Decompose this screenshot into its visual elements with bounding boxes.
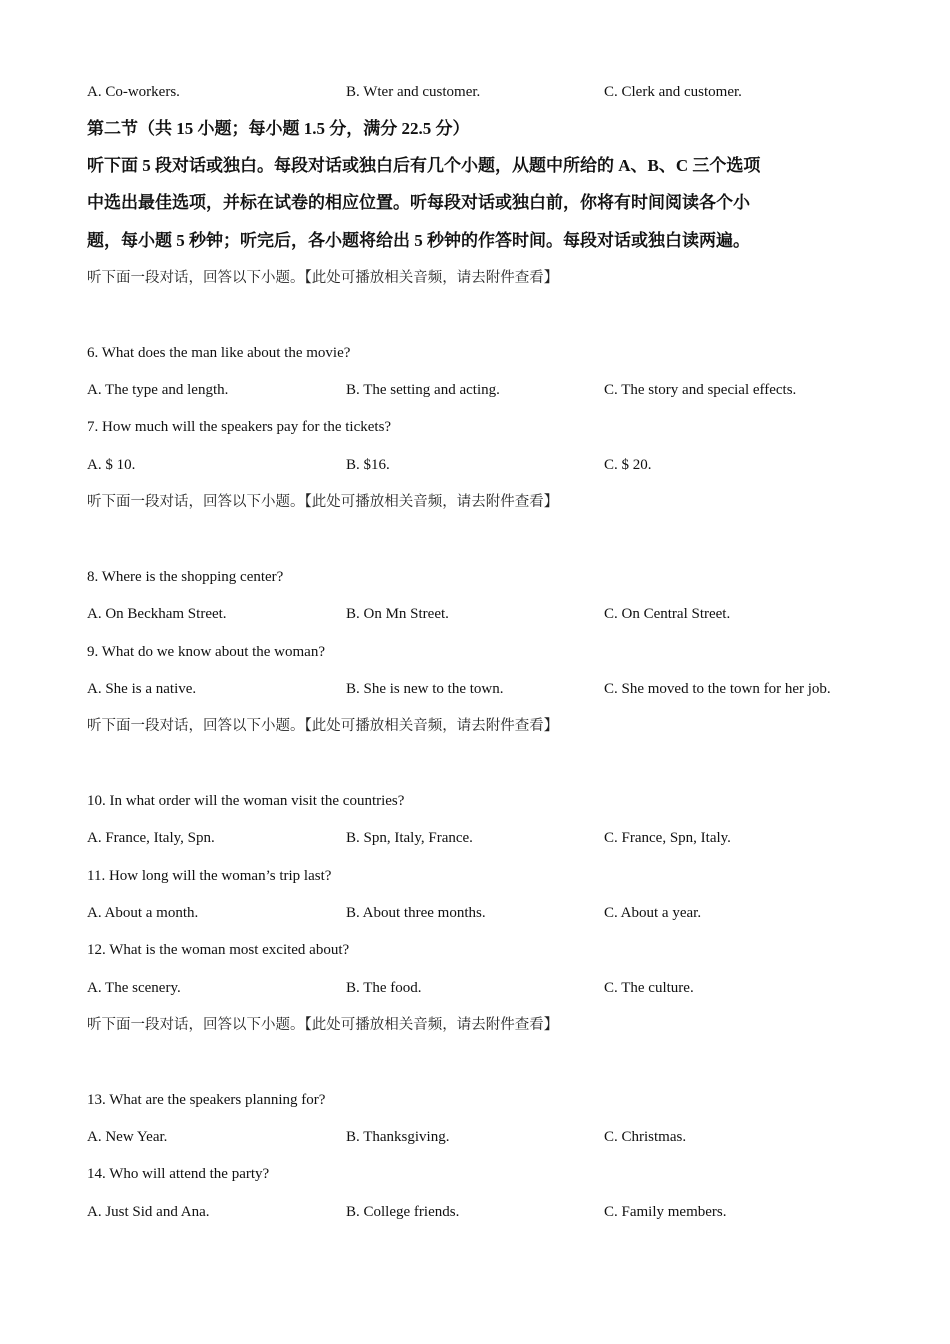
question-6: 6. What does the man like about the movie? bbox=[87, 345, 351, 361]
question-13-options bbox=[87, 1127, 887, 1147]
option-c: C. $ 20. bbox=[604, 457, 652, 473]
option-b: B. $16. bbox=[346, 457, 390, 473]
option-a: A. New Year. bbox=[87, 1129, 168, 1145]
question-9: 9. What do we know about the woman? bbox=[87, 644, 326, 660]
audio-note[interactable]: 听下面一段对话，回答以下小题。【此处可播放相关音频，请去附件查看】 bbox=[87, 494, 559, 510]
option-a: A. About a month. bbox=[87, 905, 199, 921]
option-b: B. Thanksgiving. bbox=[346, 1129, 450, 1145]
audio-note[interactable]: 听下面一段对话，回答以下小题。【此处可播放相关音频，请去附件查看】 bbox=[87, 718, 559, 734]
question-14: 14. Who will attend the party? bbox=[87, 1166, 270, 1182]
question-12-options bbox=[87, 978, 887, 998]
instruction-line-2: 中选出最佳选项，并标在试卷的相应位置。听每段对话或独白前，你将有时间阅读各个小 bbox=[87, 193, 750, 212]
question-7-options bbox=[87, 455, 887, 475]
question-12: 12. What is the woman most excited about? bbox=[87, 942, 350, 958]
question-9-options bbox=[87, 679, 887, 699]
option-a: A. Co-workers. bbox=[87, 84, 180, 100]
question-7: 7. How much will the speakers pay for the tickets? bbox=[87, 419, 392, 435]
option-b: B. On Mn Street. bbox=[346, 606, 449, 622]
section-heading: 第二节（共 15 小题；每小题 1.5 分，满分 22.5 分） bbox=[87, 119, 470, 138]
option-a: A. Just Sid and Ana. bbox=[87, 1204, 210, 1220]
option-a: A. On Beckham Street. bbox=[87, 606, 227, 622]
question-8: 8. Where is the shopping center? bbox=[87, 569, 284, 585]
option-b: B. Wter and customer. bbox=[346, 84, 481, 100]
option-c: C. On Central Street. bbox=[604, 606, 731, 622]
instruction-line-3: 题，每小题 5 秒钟；听完后，各小题将给出 5 秒钟的作答时间。每段对话或独白读两遍。 bbox=[87, 231, 750, 250]
option-c: C. France, Spn, Italy. bbox=[604, 830, 731, 846]
option-c: C. The culture. bbox=[604, 980, 694, 996]
option-b: B. College friends. bbox=[346, 1204, 460, 1220]
option-c: C. Family members. bbox=[604, 1204, 727, 1220]
audio-note[interactable]: 听下面一段对话，回答以下小题。【此处可播放相关音频，请去附件查看】 bbox=[87, 1017, 559, 1033]
question-6-options bbox=[87, 380, 887, 400]
option-b: B. The setting and acting. bbox=[346, 382, 500, 398]
question-13: 13. What are the speakers planning for? bbox=[87, 1092, 326, 1108]
option-a: A. The type and length. bbox=[87, 382, 229, 398]
question-11-options bbox=[87, 903, 887, 923]
question-5-options bbox=[87, 82, 887, 102]
option-a: A. She is a native. bbox=[87, 681, 197, 697]
option-c: C. Clerk and customer. bbox=[604, 84, 742, 100]
option-b: B. Spn, Italy, France. bbox=[346, 830, 473, 846]
question-14-options bbox=[87, 1202, 887, 1222]
question-10-options bbox=[87, 828, 887, 848]
option-b: B. About three months. bbox=[346, 905, 486, 921]
option-c: C. The story and special effects. bbox=[604, 382, 797, 398]
question-11: 11. How long will the woman’s trip last? bbox=[87, 868, 332, 884]
option-a: A. France, Italy, Spn. bbox=[87, 830, 215, 846]
option-c: C. About a year. bbox=[604, 905, 702, 921]
question-8-options bbox=[87, 604, 887, 624]
option-b: B. The food. bbox=[346, 980, 422, 996]
option-a: A. The scenery. bbox=[87, 980, 181, 996]
option-c: C. She moved to the town for her job. bbox=[604, 681, 831, 697]
option-a: A. $ 10. bbox=[87, 457, 136, 473]
instruction-line-1: 听下面 5 段对话或独白。每段对话或独白后有几个小题，从题中所给的 A、B、C 三个选项 bbox=[87, 156, 761, 175]
option-b: B. She is new to the town. bbox=[346, 681, 504, 697]
option-c: C. Christmas. bbox=[604, 1129, 687, 1145]
question-10: 10. In what order will the woman visit the countries? bbox=[87, 793, 405, 809]
audio-note[interactable]: 听下面一段对话，回答以下小题。【此处可播放相关音频，请去附件查看】 bbox=[87, 270, 559, 286]
